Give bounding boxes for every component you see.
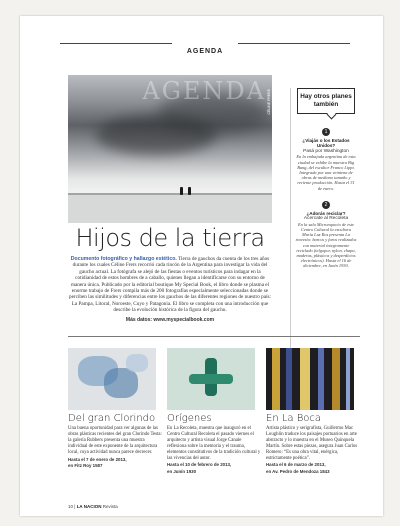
article-info-link[interactable]: Más datos: www.myspecialbook.com xyxy=(125,317,215,323)
cross-shape xyxy=(189,374,233,384)
paint-stroke xyxy=(126,354,148,372)
color-band xyxy=(332,348,340,410)
artwork-image xyxy=(266,348,354,410)
card-dates: Hasta el 10 de febrero de 2013, xyxy=(167,462,232,468)
color-band xyxy=(300,348,310,410)
section-header xyxy=(60,38,350,55)
event-card-clorindo xyxy=(68,348,162,468)
color-band xyxy=(272,348,280,410)
color-band xyxy=(346,348,350,410)
magazine-page xyxy=(20,16,383,516)
section-title: AGENDA xyxy=(186,48,224,55)
sidebar-header: Hay otros planes también xyxy=(297,88,355,114)
photo-credit: CÉLINE FRERS xyxy=(267,89,271,115)
section-divider xyxy=(68,336,360,337)
card-body: En La Recoleta, muestra que inauguró en el Centro Cultural Recoleta el pasado viernes el arquitecto y artista visual Jorge Canale reflexiona sobre la memoria y el trauma, elementos constitutivos de la tradición cultural y las vivencias del autor. xyxy=(167,426,261,461)
artwork-image xyxy=(167,348,255,410)
card-place: en Fitz Roy 1587 xyxy=(68,462,103,468)
rider-figure xyxy=(180,187,183,195)
storm-cloud xyxy=(96,115,216,155)
item-number-badge: 1 xyxy=(322,128,330,136)
color-band xyxy=(318,348,324,410)
event-card-origenes xyxy=(167,348,261,474)
card-place: en Junín 1930 xyxy=(167,468,197,474)
card-place: en Av. Pedro de Mendoza 1843 xyxy=(266,468,330,474)
item-answer: Pasá por Washington xyxy=(303,148,349,154)
card-body: Artista plástico y serigrafista, Guillermo Mac Loughlin traduce los paisajes portuarios en arte abstracto y lo muestra en el Museo Quinquela Martín. Sobre estas piezas, asegura Juan Carlos Romero: “Es una obra vital, enérgica, estrictamente poética”. xyxy=(266,426,358,461)
publication-section: Revista xyxy=(102,504,118,509)
sidebar-item-recoleta xyxy=(295,201,357,269)
item-detail: En la embajada argentina de esta ciudad se exhibe la muestra Big Bang, del escultor Franco Lippi. Integrada por una veintena de obras de mediano tamaño y reciente producción. Hasta el 31 de enero. xyxy=(296,154,356,191)
item-question: ¿Adorás reciclar? xyxy=(306,210,346,216)
card-dates: Hasta el 6 de marzo de 2013, xyxy=(266,462,326,468)
header-rule-right xyxy=(238,43,350,44)
card-title: Orígenes xyxy=(167,413,212,424)
item-answer: Acercate al Recoleta xyxy=(303,216,349,222)
lede-lead: Documento fotográfico y hallazgo estético. xyxy=(70,256,177,262)
snow-field xyxy=(68,195,272,223)
item-question: ¿Viajás o los Estados Unidos? xyxy=(302,138,350,149)
item-detail: En la sala Microespacio de este Centro Cultural la escultora María Luz Ros presenta La travesía: barcos y faros realizados con material íntegramente reciclado (telgopor, nylon, chapa, maderas, plásticos y desperdicios electrónicos). Hasta el 16 de diciembre, en Junín 1930. xyxy=(295,221,357,269)
sidebar xyxy=(290,88,361,350)
hero-photo xyxy=(68,75,272,223)
paint-stroke xyxy=(104,368,138,398)
color-band xyxy=(286,348,292,410)
sidebar-item-washington xyxy=(295,128,357,191)
lede-body: Tierra de gauchos da cuenta de los tres años durante los cuales Céline Frers recorrió cada rincón de la Argentina para investigar la vida del gaucho actual. La fotógrafa se alejó de las fiestas o eventos turísticos para indagar en la cotidianidad de estos hombres de a caballo, quienes llegan a identificarse con su entorno de manera única. Publicado por la editorial boutique My Special Book, el libro donde se plasma el enorme trabajo de Frers compila más de 200 fotografías especialmente seleccionadas donde se perciben las similitudes y diferencias entre los gauchos de las diferentes regiones de nuestro país: La Pampa, Litoral, Noroeste, Cuyo y Patagonia. El libro se completa con una introducción que describe la evolución histórica de la figura del gaucho. xyxy=(69,256,271,314)
item-number-badge: 2 xyxy=(322,201,330,209)
publication-brand: LA NACION xyxy=(76,504,102,509)
rider-figure xyxy=(188,187,191,195)
page-footer: 10 | LA NACION Revista xyxy=(68,504,118,509)
card-dates: Hasta el 7 de enero de 2013, xyxy=(68,456,127,462)
card-body: Una buena oportunidad para ver algunas de las obras plásticas recientes del gran Clorindo Testa: la galería Rubbers presenta una muestra individual de este exponente de la arquitectura local, cuya actividad nunca parece decrecer. xyxy=(68,426,162,455)
event-card-la-boca xyxy=(266,348,360,474)
page-number: 10 xyxy=(68,504,74,509)
article-lede xyxy=(68,256,272,314)
article-title: Hijos de la tierra xyxy=(75,224,265,252)
artwork-image xyxy=(68,348,156,410)
photo-watermark: AGENDA xyxy=(142,77,266,105)
card-title: Del gran Clorindo xyxy=(68,413,156,424)
card-title: En La Boca xyxy=(266,413,322,424)
header-rule-left xyxy=(60,43,172,44)
